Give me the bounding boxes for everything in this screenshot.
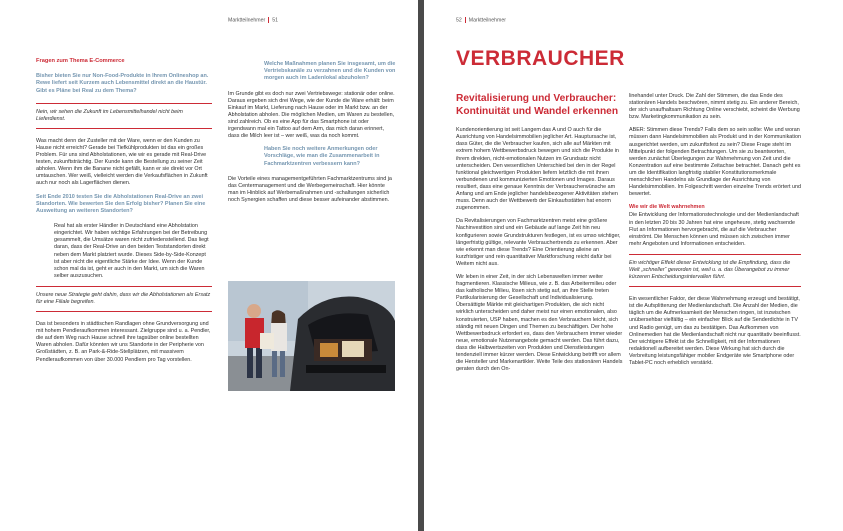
pull-quote: Nein, wir sehen die Zukunft im Lebensmittelhandel nicht beim Lieferdienst. xyxy=(36,103,212,129)
interview-question: Bisher bieten Sie nur Non-Food-Produkte in Ihrem Onlineshop an. Rewe liefert seit Kurzem auch Lebensmittel direkt an die Haustür. Gibt es Pläne bei Real zu dem Thema? xyxy=(36,73,209,94)
body-paragraph: Ein wesentlicher Faktor, der diese Wahrnehmung erzeugt und bestätigt, ist die Aufsplitterung der Medienlandschaft. Die Anzahl der Medien, die täglich um die Aufmerksamkeit der Menschen ringen, ist inzwischen unübersehbar vielfältig – ein einfacher Blick auf die Senderdichte in TV und Radio genügt, um das zu bestätigen. Das Aufkommen von Onlinemedien hat die Medienlandschaft nicht nur quantitativ beeinflusst. Der wichtigere Effekt ist die Schnelligkeit, mit der Informationen redaktionell aufbereitet werden. Diese Wirkung hat sich durch die Verbreitung leistungsfähiger mobiler Endgeräte wie Smartphone oder Tablet-PC noch erheblich verstärkt. xyxy=(629,296,801,366)
section-title: Fragen zum Thema E-Commerce xyxy=(36,58,125,64)
subheading: Wie wir die Welt wahrnehmen xyxy=(629,204,705,211)
body-paragraph: Die Entwicklung der Informationstechnologie und der Medienlandschaft in den letzten 20 bis 30 Jahren hat eine ungeheure, stetig wachsende Flut an Informationen hervorgebracht, die auf die Verbraucher einströmt. Die Menschen können und müssen sich zwischen immer mehr Angeboten und Informationen entscheiden. xyxy=(629,212,799,247)
left-running-head xyxy=(228,17,278,23)
running-head-label: Marktteilnehmer xyxy=(468,17,506,24)
page-number: 52 xyxy=(456,17,462,24)
left-column-2 xyxy=(228,61,396,210)
body-paragraph: ABER: Stimmen diese Trends? Falls dem so sein sollte: Wie und woran müssen dann Handelsimmobilien als Produkt und in der Kommunikation ausgerichtet werden, um zukunftsfest zu sein? Diese Frage steht im Mittelpunkt der folgenden Betrachtungen. Um sie zu beantworten, werden zunächst Überlegungen zur Wahrnehmung von Zeit und die Konzentration auf eine bestimmte Zeitachse betrachtet. Danach geht es um die Identifikation langfristig stabiler Konstitutionsmerkmale menschlichen Handelns als Grundlage der Ausrichtung von Handelsimmobilien. Im Folgeschritt werden einzelne Trends erörtert und bewertet. xyxy=(629,127,801,198)
body-paragraph: Da Revitalisierungen von Fachmarktzentren meist eine größere Nachinvestition sind und ein Gebäude auf lange Zeit hin neu konfigurieren sowie Grundstrukturen festlegen, ist es umso wichtiger, längerfristig gültige, relevante Verbrauchertrends zu erkennen. Aber wie erkennt man diese Trends? Eine Orientierung alleine an kurzfristiger und rein quantitativer Marktforschung reicht dafür bei Weitem nicht aus. xyxy=(456,218,621,267)
shopping-photo xyxy=(228,281,395,391)
page-number: 51 xyxy=(272,17,278,24)
pull-quote: Ein wichtiger Effekt dieser Entwicklung ist die Empfindung, dass die Welt „schneller“ geworden ist, weil u. a. das Überangebot zu immer kürzeren Entscheidungsintervallen führt. xyxy=(629,254,801,287)
right-column-2 xyxy=(629,93,801,373)
interview-question: Haben Sie noch weitere Anmerkungen oder Vorschläge, wie man die Zusammenarbeit in Fachmarktzentren verbessern kann? xyxy=(264,146,380,167)
running-head-rule xyxy=(268,17,269,23)
body-paragraph: Was macht denn der Zusteller mit der Ware, wenn er den Kunden zu Hause nicht erreicht? Gerade bei Tiefkühlprodukten ist das ein großes Problem. Für uns sind Abholstationen, wie wir es gerade mit Real-Drive testen, zukunftsträchtig. Der Kunde kann die Bestellung zu seiner Zeit abholen. Wenn ihm die Banane nicht gefällt, kann er sie direkt vor Ort umtauschen. Wer weiß, vielleicht werden die Verkaufsflächen in Zukunft auch nur noch als Lagerflächen dienen. xyxy=(36,137,208,187)
interview-question: Welche Maßnahmen planen Sie insgesamt, um die Vertriebskanäle zu verzahnen und die Kunden von morgen auch im Ladenlokal abzuholen? xyxy=(264,61,396,82)
shopping-couple-image xyxy=(228,281,395,391)
left-column-1 xyxy=(36,58,212,370)
section-subtitle: Revitalisierung und Verbraucher: Kontinuität und Wandel erkennen xyxy=(456,93,619,117)
pull-quote: Unsere neue Strategie geht dahin, dass wir die Abholstationen als Ersatz für eine Filiale begreifen. xyxy=(36,286,212,312)
right-running-head xyxy=(456,17,506,23)
body-paragraph: Im Grunde gibt es doch nur zwei Vertriebswege: stationär oder online. Daraus ergeben sich drei Wege, wie der Kunde die Ware erhält: beim Einkauf im Markt, Lieferung nach Hause oder im Markt bzw. an der Abholstation abholen. Die möglichen Medien, um Waren zu bestellen, sind zahlreich. Ob es eine App für das Smartphone ist oder irgendwann mal ein Tattoo auf dem Arm, das mich daran erinnert, dass die Milch leer ist – wer weiß, was da noch kommt. xyxy=(228,90,395,140)
chapter-title: VERBRAUCHER xyxy=(456,47,625,70)
body-paragraph: linehandel unter Druck. Die Zahl der Stimmen, die das Ende des stationären Handels beschwören, nimmt stetig zu. Ein anderer Bereich, der sich unaufhaltsam Richtung Online verschiebt, scheint die Werbung bzw. Marketingkommunikation zu sein. xyxy=(629,93,800,121)
right-page xyxy=(424,0,843,531)
running-head-rule xyxy=(465,17,466,23)
body-paragraph: Real hat als erster Händler in Deutschland eine Abholstation eingerichtet. Wir haben wichtige Erfahrungen bei der Betreibung gesammelt, die Umsätze waren nicht zufriedenstellend. Das liegt daran, dass der Real-Drive an den beiden Teststandorten direkt neben dem Markt platziert wurde. Dieses Side-by-Side-Konzept ist aber nicht die eigentliche Stärke der Idee. Wenn der Kunde schon mal da ist, geht er auch in den Markt, um sich die Waren selber auszusuchen. xyxy=(54,223,209,279)
body-paragraph: Das ist besonders in städtischen Randlagen ohne Grundversorgung und mit hohem Pendleraufkommen interessant. Zielgruppe sind u. a. Pendler, die auf dem Weg nach Hause schnell ihre tagsüber online bestellten Waren abholen. Dafür könnten wir uns Standorte in der Peripherie von Großstädten, z. B. an Park-&-Ride-Stellplätzen, mit massivem Pendleraufkommen von über 30.000 Pendlern pro Tag vorstellen. xyxy=(36,321,211,363)
body-paragraph: Die Vorteile eines managementgeführten Fachmarktzentrums sind ja das Centermanagement und die Werbegemeinschaft. Hier könnte man im Hinblick auf Werbemaßnahmen und -schaltungen sicherlich noch Synergien schaffen und diese besser aufeinander abstimmen. xyxy=(228,175,392,204)
body-paragraph: Wir leben in einer Zeit, in der sich Lebenswelten immer weiter fragmentieren. Klassische Milieus, wie z. B. das Arbeitermilieu oder das katholische Milieu, lösen sich stetig auf, an ihre Stelle treten Partikularisierung der Gesellschaft und Individualisierung. Übersättigte Märkte mit gleichartigen Produkten, die sich nicht wirklich unterscheiden und daher meist nur einen emotionalen, also konstruierten, USP haben, machen es den Verbrauchern leicht, sich ständig mit neuen Dingen und Themen zu beschäftigen. Der hohe Wettbewerbsdruck erfordert es, dass den Verbrauchern immer wieder neue, emotionale Nutzenangebote gemacht werden. Das führt dazu, dass die Halbwertszeiten von Produkten und Dienstleistungen tendenziell immer kürzer werden. Diese Entwicklung betrifft vor allem die Hersteller und Markenartikler. Weite Teile des stationären Handels geraten durch den On- xyxy=(456,273,623,373)
body-paragraph: Kundenorientierung ist seit Langem das A und O auch für die Ausrichtung von Handelsimmobilien jeglicher Art. Hauptursache ist, dass Güter, die die Verbraucher kaufen, sich alle auf Märkten mit extrem hohem Wettbewerbsdruck bewegen und sich die Produkte in ihrem direkten, nicht-emotionalen Nutzen im Grundsatz nicht unterscheiden. Den wesentlichen Unterschied bei den in der Regel funktional gleichwertigen Produkten liefern letztlich die mit ihnen verbundenen und kommunizierten Emotionen und Images. Daraus resultiert, dass eine genaue Kenntnis der Verbraucherwünsche am Anfang und am Ende jeglicher handelsbezogener Aktivitäten stehen muss. Denn auch der Wettbewerb der Einkaufsstätten hat enorm zugenommen. xyxy=(456,127,619,212)
right-column-1 xyxy=(456,93,623,379)
running-head-label: Marktteilnehmer xyxy=(228,17,266,24)
interview-question: Seit Ende 2010 testen Sie die Abholstationen Real-Drive an zwei Standorten. Wie bewerten Sie den Erfolg bisher? Planen Sie eine Ausweitung an weiteren Standorten? xyxy=(36,193,206,214)
left-page xyxy=(0,0,418,531)
